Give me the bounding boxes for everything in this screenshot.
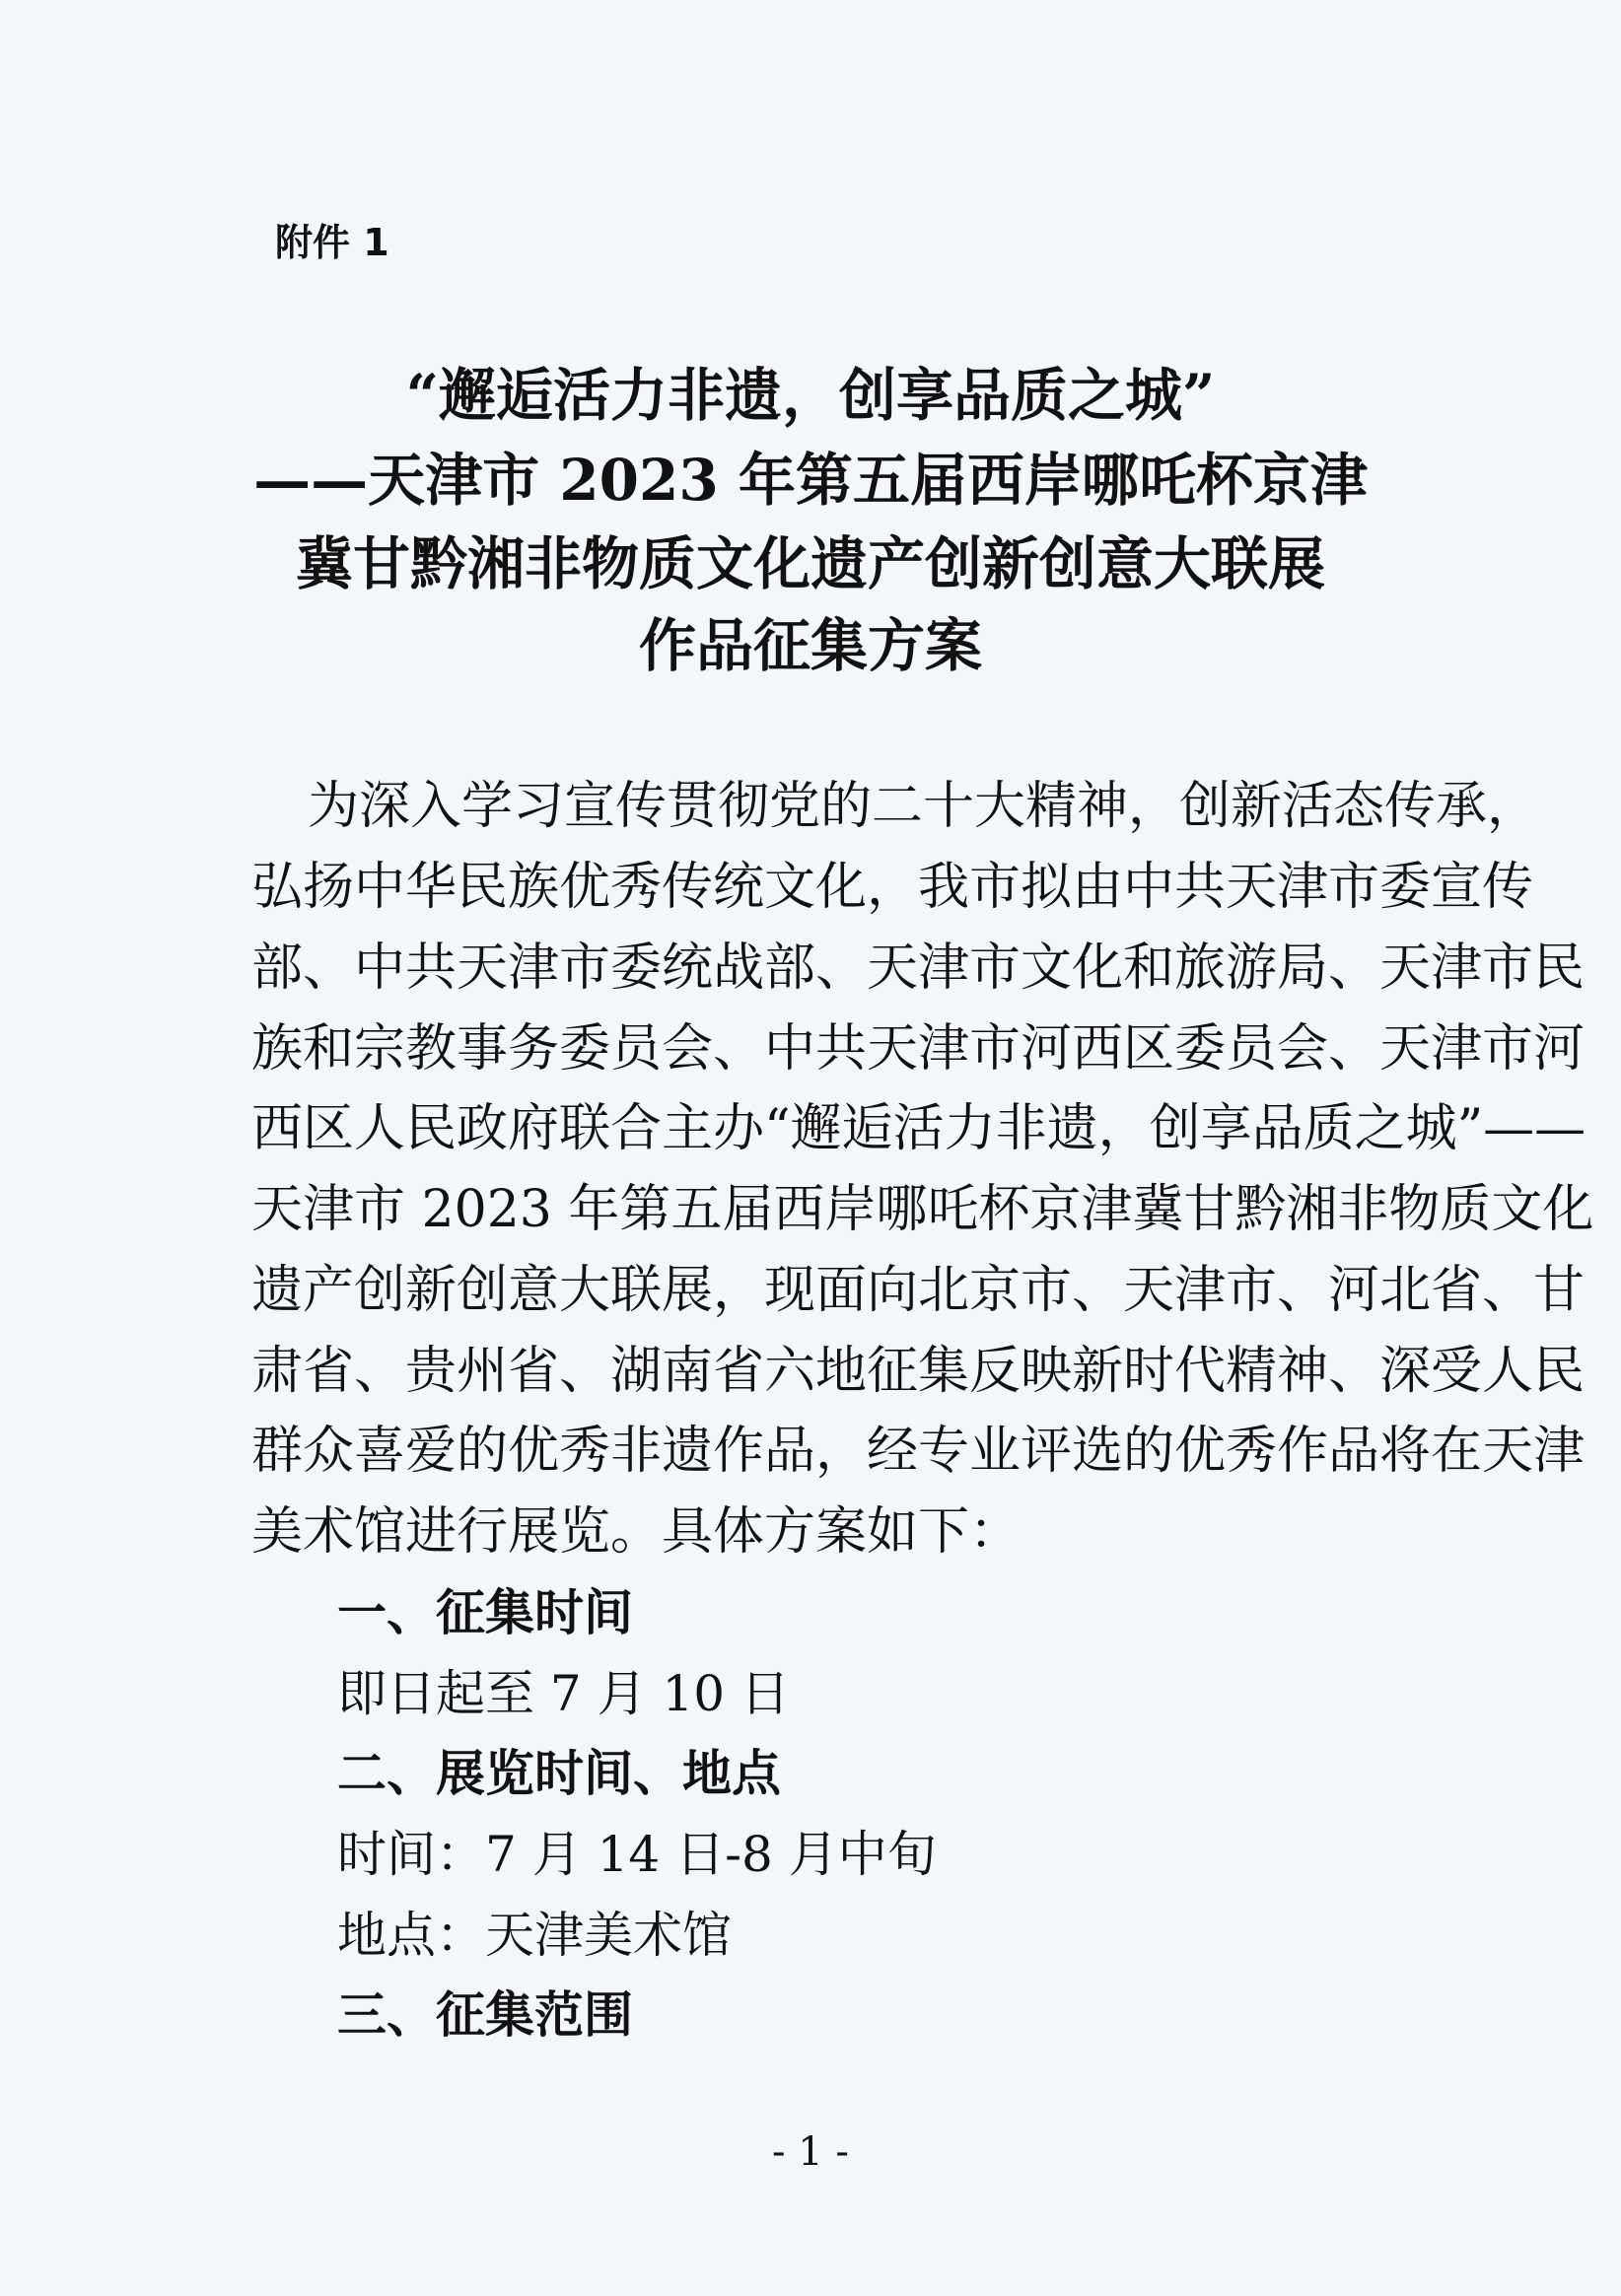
section-heading-scope: 三、征集范围 (337, 1986, 633, 2044)
intro-line: 天津市 2023 年第五届西岸哪吒杯京津冀甘黔湘非物质文化 (251, 1180, 1594, 1239)
attachment-label: 附件 1 (275, 221, 389, 264)
section-heading-exhibition: 二、展览时间、地点 (337, 1745, 781, 1802)
section-heading-collection-time: 一、征集时间 (337, 1584, 633, 1641)
intro-line: 遗产创新创意大联展，现面向北京市、天津市、河北省、甘 (251, 1261, 1586, 1320)
intro-line: 为深入学习宣传贯彻党的二十大精神，创新活态传承， (308, 777, 1539, 836)
title-line-3: 冀甘黔湘非物质文化遗产创新创意大联展 (295, 530, 1325, 597)
intro-line: 西区人民政府联合主办“邂逅活力非遗，创享品质之城”—— (251, 1099, 1586, 1158)
title-line-2: ——天津市 2023 年第五届西岸哪吒杯京津 (253, 447, 1368, 514)
intro-line: 美术馆进行展览。具体方案如下： (251, 1502, 1022, 1562)
intro-line: 肃省、贵州省、湖南省六地征集反映新时代精神、深受人民 (251, 1342, 1586, 1401)
exhibition-time-text: 时间：7 月 14 日-8 月中旬 (337, 1826, 937, 1883)
intro-line: 族和宗教事务委员会、中共天津市河西区委员会、天津市河 (251, 1019, 1586, 1078)
intro-line: 弘扬中华民族优秀传统文化，我市拟由中共天津市委宣传 (251, 858, 1534, 917)
collection-time-text: 即日起至 7 月 10 日 (337, 1665, 791, 1722)
title-line-4: 作品征集方案 (638, 612, 982, 679)
title-line-1: “邂逅活力非遗，创享品质之城” (405, 362, 1216, 429)
intro-line: 群众喜爱的优秀非遗作品，经专业评选的优秀作品将在天津 (251, 1422, 1586, 1481)
intro-line: 部、中共天津市委统战部、天津市文化和旅游局、天津市民 (251, 939, 1586, 998)
exhibition-place-text: 地点：天津美术馆 (337, 1907, 732, 1964)
page-number: - 1 - (772, 2129, 849, 2175)
